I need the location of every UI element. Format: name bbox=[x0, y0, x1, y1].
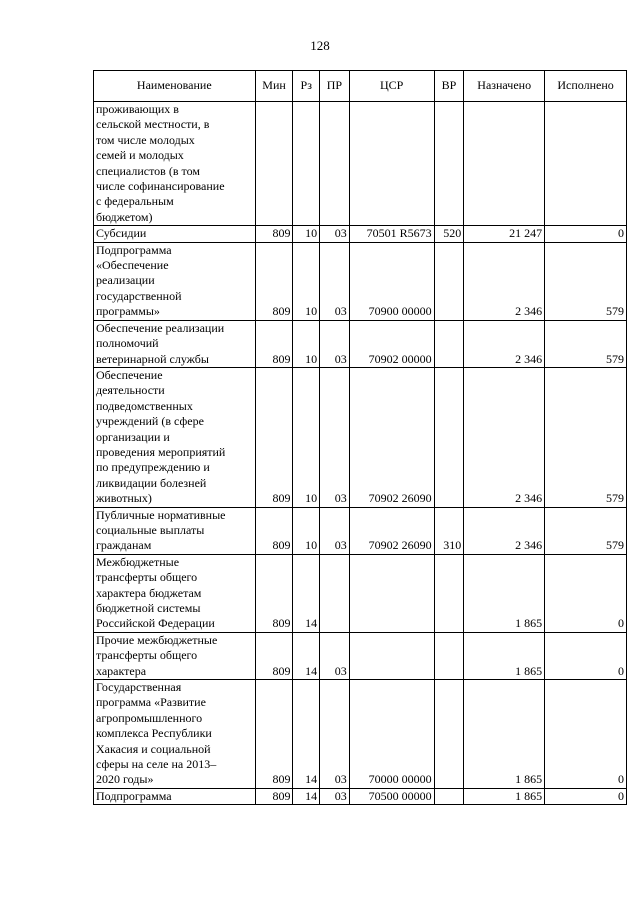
cell-min: 809 bbox=[255, 680, 293, 789]
cell-pr: 03 bbox=[320, 226, 350, 242]
cell-executed: 0 bbox=[545, 226, 627, 242]
header-assigned: Назначено bbox=[464, 71, 545, 102]
table-row bbox=[94, 554, 627, 632]
cell-name: Подпрограмма bbox=[94, 788, 256, 804]
page-number: 128 bbox=[310, 38, 330, 53]
cell-executed: 0 bbox=[545, 680, 627, 789]
cell-vr: 520 bbox=[434, 226, 464, 242]
cell-vr bbox=[434, 788, 464, 804]
cell-executed: 579 bbox=[545, 320, 627, 367]
header-rz: Рз bbox=[293, 71, 320, 102]
cell-rz: 10 bbox=[293, 320, 320, 367]
cell-csr: 70902 26090 bbox=[349, 507, 434, 554]
cell-pr: 03 bbox=[320, 242, 350, 320]
budget-table bbox=[93, 70, 627, 805]
cell-min: 809 bbox=[255, 554, 293, 632]
cell-pr bbox=[320, 554, 350, 632]
cell-pr: 03 bbox=[320, 680, 350, 789]
cell-assigned: 1 865 bbox=[464, 632, 545, 679]
table-row bbox=[94, 226, 627, 242]
header-name: Наименование bbox=[94, 71, 256, 102]
cell-csr: 70501 R5673 bbox=[349, 226, 434, 242]
cell-executed: 0 bbox=[545, 632, 627, 679]
cell-pr: 03 bbox=[320, 788, 350, 804]
cell-assigned: 2 346 bbox=[464, 367, 545, 507]
cell-executed: 0 bbox=[545, 554, 627, 632]
cell-name: Обеспечение деятельности подведомственных учреждений (в сфере организации и проведения мероприятий по предупреждению и ликвидации болезней животных) bbox=[94, 367, 256, 507]
cell-assigned bbox=[464, 102, 545, 226]
cell-pr: 03 bbox=[320, 320, 350, 367]
header-executed: Исполнено bbox=[545, 71, 627, 102]
cell-name: Межбюджетные трансферты общего характера бюджетам бюджетной системы Российской Федерации bbox=[94, 554, 256, 632]
cell-assigned: 2 346 bbox=[464, 242, 545, 320]
cell-min: 809 bbox=[255, 320, 293, 367]
table-row bbox=[94, 632, 627, 679]
cell-rz bbox=[293, 102, 320, 226]
cell-vr bbox=[434, 632, 464, 679]
cell-csr: 70902 26090 bbox=[349, 367, 434, 507]
cell-csr: 70900 00000 bbox=[349, 242, 434, 320]
cell-vr bbox=[434, 242, 464, 320]
table-row bbox=[94, 680, 627, 789]
cell-executed: 579 bbox=[545, 242, 627, 320]
cell-csr bbox=[349, 102, 434, 226]
cell-vr bbox=[434, 102, 464, 226]
cell-min: 809 bbox=[255, 507, 293, 554]
table-row bbox=[94, 367, 627, 507]
cell-min: 809 bbox=[255, 367, 293, 507]
header-pr: ПР bbox=[320, 71, 350, 102]
cell-assigned: 1 865 bbox=[464, 788, 545, 804]
cell-assigned: 1 865 bbox=[464, 680, 545, 789]
cell-assigned: 1 865 bbox=[464, 554, 545, 632]
table-row bbox=[94, 102, 627, 226]
cell-min: 809 bbox=[255, 788, 293, 804]
header-min: Мин bbox=[255, 71, 293, 102]
cell-min: 809 bbox=[255, 242, 293, 320]
cell-csr bbox=[349, 554, 434, 632]
cell-executed: 0 bbox=[545, 788, 627, 804]
cell-pr bbox=[320, 102, 350, 226]
cell-name: Государственная программа «Развитие агропромышленного комплекса Республики Хакасия и социальной сферы на селе на 2013– 2020 годы» bbox=[94, 680, 256, 789]
header-row bbox=[94, 71, 627, 102]
cell-name: Субсидии bbox=[94, 226, 256, 242]
table-row bbox=[94, 320, 627, 367]
cell-assigned: 21 247 bbox=[464, 226, 545, 242]
cell-rz: 10 bbox=[293, 367, 320, 507]
cell-pr: 03 bbox=[320, 367, 350, 507]
cell-executed: 579 bbox=[545, 367, 627, 507]
cell-name: Обеспечение реализации полномочий ветеринарной службы bbox=[94, 320, 256, 367]
table-row bbox=[94, 507, 627, 554]
cell-rz: 14 bbox=[293, 680, 320, 789]
cell-assigned: 2 346 bbox=[464, 320, 545, 367]
cell-csr: 70500 00000 bbox=[349, 788, 434, 804]
cell-vr bbox=[434, 367, 464, 507]
table-row bbox=[94, 242, 627, 320]
cell-rz: 14 bbox=[293, 554, 320, 632]
cell-name: Прочие межбюджетные трансферты общего характера bbox=[94, 632, 256, 679]
cell-min: 809 bbox=[255, 226, 293, 242]
header-csr: ЦСР bbox=[349, 71, 434, 102]
cell-csr bbox=[349, 632, 434, 679]
cell-assigned: 2 346 bbox=[464, 507, 545, 554]
cell-min: 809 bbox=[255, 632, 293, 679]
cell-csr: 70000 00000 bbox=[349, 680, 434, 789]
table-row bbox=[94, 788, 627, 804]
cell-min bbox=[255, 102, 293, 226]
cell-name: Публичные нормативные социальные выплаты гражданам bbox=[94, 507, 256, 554]
header-vr: ВР bbox=[434, 71, 464, 102]
cell-vr bbox=[434, 320, 464, 367]
table-body bbox=[94, 102, 627, 805]
cell-rz: 10 bbox=[293, 507, 320, 554]
cell-rz: 10 bbox=[293, 242, 320, 320]
cell-rz: 10 bbox=[293, 226, 320, 242]
cell-pr: 03 bbox=[320, 507, 350, 554]
cell-pr: 03 bbox=[320, 632, 350, 679]
cell-executed bbox=[545, 102, 627, 226]
cell-name: Подпрограмма «Обеспечение реализации государственной программы» bbox=[94, 242, 256, 320]
cell-vr: 310 bbox=[434, 507, 464, 554]
cell-rz: 14 bbox=[293, 788, 320, 804]
cell-rz: 14 bbox=[293, 632, 320, 679]
cell-name: проживающих в сельской местности, в том числе молодых семей и молодых специалистов (в том числе софинансирование с федеральным бюджетом) bbox=[94, 102, 256, 226]
cell-vr bbox=[434, 680, 464, 789]
cell-csr: 70902 00000 bbox=[349, 320, 434, 367]
cell-executed: 579 bbox=[545, 507, 627, 554]
cell-vr bbox=[434, 554, 464, 632]
